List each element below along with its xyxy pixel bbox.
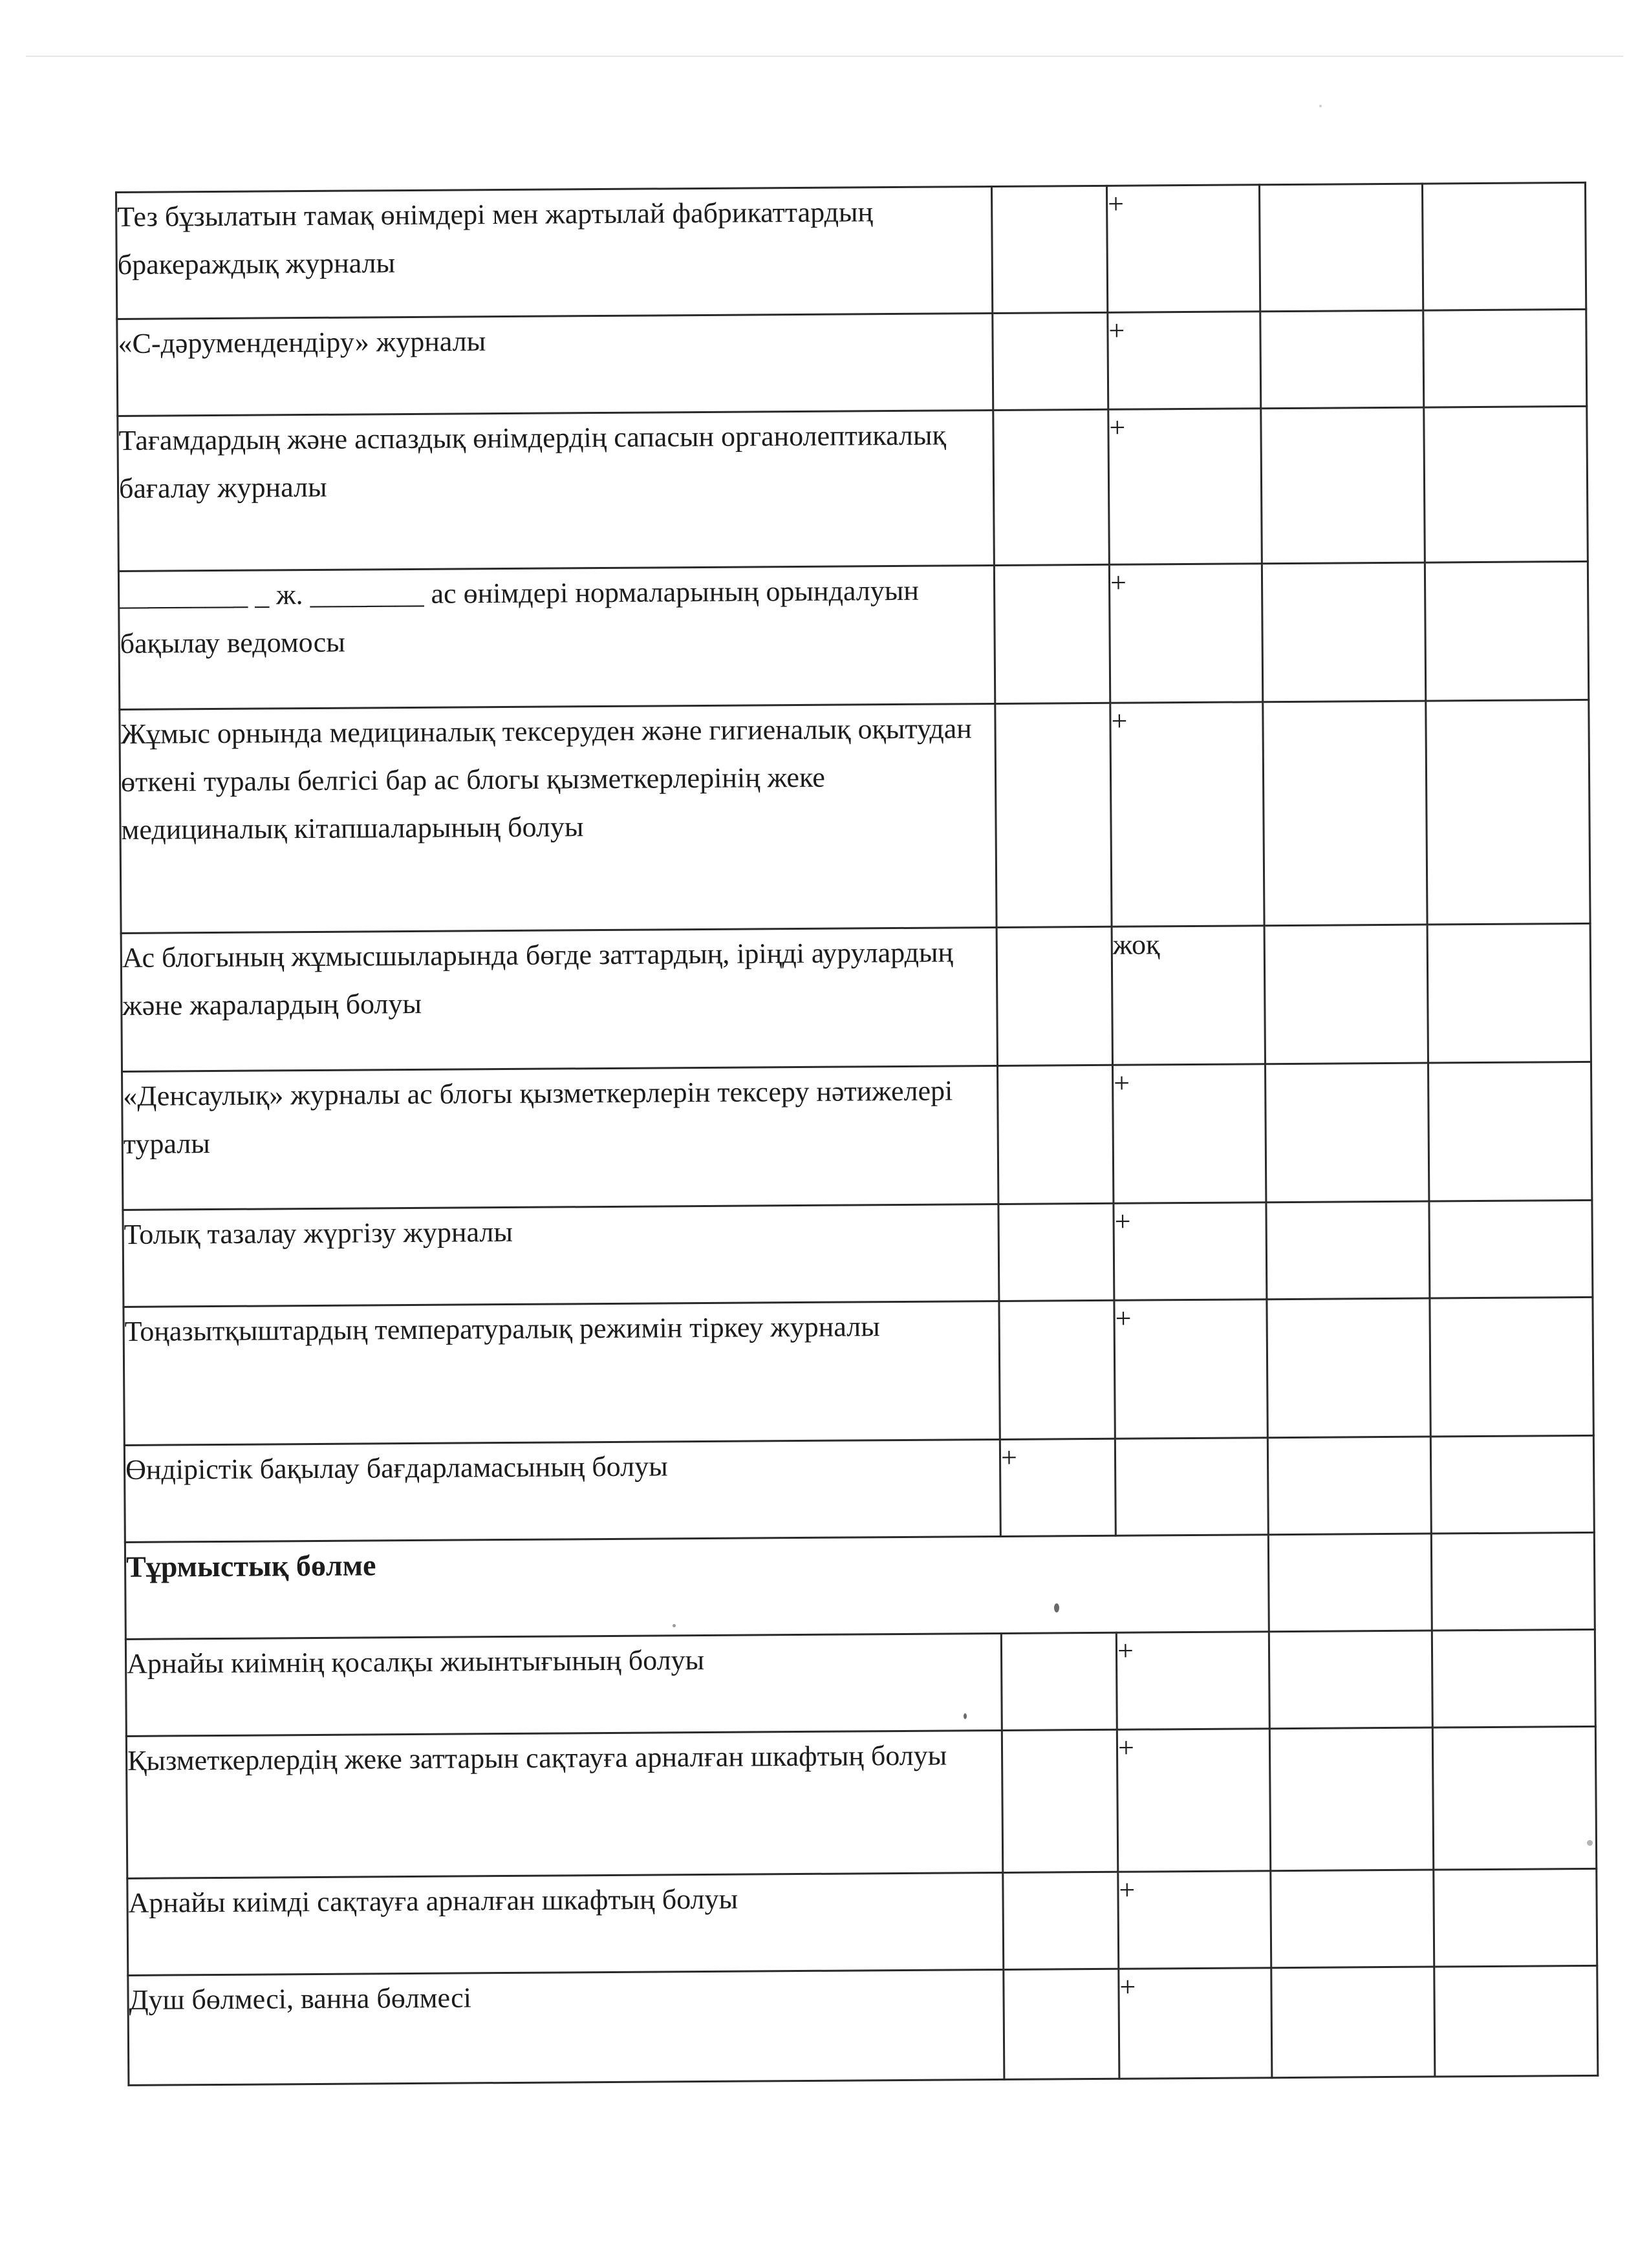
row-empty-cell [1424, 406, 1588, 562]
row-description: Тағамдардың және аспаздық өнімдердің сапасын органолептикалық бағалау журналы [118, 411, 995, 572]
row-mark-b: + [1114, 1300, 1267, 1439]
row-mark-a: + [1000, 1439, 1116, 1536]
section-title: Тұрмыстық бөлме [125, 1535, 1269, 1640]
row-mark-a [993, 312, 1108, 410]
row-description: Өндірістік бақылау бағдарламасының болуы [124, 1439, 1000, 1542]
inspection-table [115, 182, 1599, 2086]
row-empty-cell [1428, 1062, 1591, 1201]
table-row [122, 1062, 1592, 1210]
table-row [118, 406, 1588, 571]
row-empty-cell [1267, 1298, 1430, 1438]
row-description: «С-дәрумендендіру» журналы [117, 314, 993, 416]
row-mark-b: + [1116, 1632, 1269, 1730]
row-empty-cell [1261, 407, 1425, 564]
row-empty-cell [1267, 1437, 1431, 1535]
table-row [116, 182, 1586, 319]
row-mark-b: + [1119, 1968, 1272, 2079]
row-empty-cell [1269, 1631, 1432, 1729]
row-empty-cell [1259, 184, 1423, 312]
row-description: Тез бұзылатын тамақ өнімдері мен жартылай фабрикаттардың бракераждық журналы [116, 187, 993, 319]
row-empty-cell [1423, 309, 1587, 407]
row-empty-cell [1425, 561, 1588, 701]
row-mark-b: + [1109, 564, 1262, 703]
table-row [121, 923, 1591, 1071]
row-description: Қызметкерлердің жеке заттарын сақтауға арналған шкафтың болуы [126, 1730, 1002, 1878]
row-description: _________ _ ж. ________ ас өнімдері нормаларының орындалуын бақылау ведомосы [118, 565, 995, 709]
row-empty-cell [1427, 923, 1591, 1063]
row-empty-cell [1264, 925, 1428, 1064]
row-empty-cell [1262, 562, 1425, 702]
row-empty-cell [1429, 1200, 1593, 1298]
row-mark-a [1002, 1729, 1117, 1872]
inspection-table-wrapper [115, 182, 1597, 2086]
row-mark-a [994, 564, 1110, 703]
table-row [124, 1435, 1594, 1542]
row-description: Арнайы киімді сақтауға арналған шкафтың болуы [127, 1872, 1004, 1975]
table-row [117, 309, 1587, 416]
row-description: Жұмыс орнында медициналық тексеруден және гигиеналық оқытудан өткені туралы белгісі бар ас блогы қызметкерлерінің жеке медициналық кітапшаларының болуы [120, 703, 997, 933]
scan-speck [1587, 1840, 1593, 1846]
row-mark-b: + [1108, 409, 1262, 565]
row-mark-a [995, 703, 1112, 927]
row-empty-cell [1430, 1435, 1594, 1534]
row-empty-cell [1426, 700, 1590, 925]
row-empty-cell [1431, 1532, 1595, 1631]
row-description: «Денсаулық» журналы ас блогы қызметкерлерін тексеру нәтижелері туралы [122, 1065, 998, 1210]
row-empty-cell [1268, 1534, 1432, 1632]
scan-speck [1054, 1603, 1059, 1612]
row-mark-a [1004, 1969, 1119, 2079]
row-empty-cell [1266, 1201, 1430, 1300]
row-mark-a [993, 409, 1110, 565]
table-row [120, 700, 1590, 933]
table-row [118, 561, 1588, 709]
row-empty-cell [1263, 701, 1427, 926]
row-empty-cell [1271, 1967, 1435, 2078]
row-mark-b: + [1118, 1871, 1271, 1969]
table-row [123, 1200, 1593, 1307]
table-row [128, 1965, 1598, 2085]
row-mark-b: + [1110, 702, 1264, 927]
scan-edge-line [26, 56, 1623, 57]
row-description: Толық тазалау жүргізу журналы [123, 1204, 999, 1307]
row-empty-cell [1432, 1629, 1595, 1728]
row-mark-a [999, 1300, 1115, 1439]
scan-speck [673, 1624, 676, 1627]
row-mark-b: + [1106, 185, 1260, 313]
row-mark-a [997, 926, 1112, 1065]
row-description: Душ бөлмесі, ванна бөлмесі [128, 1969, 1004, 2085]
row-mark-b: + [1108, 312, 1261, 410]
table-row [124, 1297, 1593, 1445]
row-mark-a [997, 1065, 1113, 1204]
scan-speck [964, 1713, 967, 1719]
row-mark-b: + [1114, 1203, 1267, 1301]
row-empty-cell [1265, 1063, 1428, 1203]
row-mark-b [1115, 1438, 1268, 1536]
row-description: Ас блогының жұмысшыларында бөгде заттардың, ірiңдi аурулардың және жаралардың болуы [121, 927, 997, 1071]
section-header-row [125, 1532, 1595, 1639]
row-empty-cell [1422, 182, 1586, 310]
row-description: Арнайы киімнің қосалқы жиынтығының болуы [125, 1633, 1002, 1736]
row-empty-cell [1434, 1868, 1597, 1967]
row-mark-b: + [1117, 1729, 1270, 1872]
row-empty-cell [1430, 1297, 1593, 1437]
row-mark-b: + [1112, 1064, 1266, 1204]
row-mark-b: жоқ [1112, 926, 1265, 1065]
row-mark-a [998, 1203, 1114, 1301]
scan-speck [1319, 105, 1322, 107]
row-empty-cell [1269, 1728, 1433, 1871]
table-row [125, 1629, 1595, 1736]
row-empty-cell [1434, 1965, 1598, 2077]
row-mark-a [1003, 1872, 1119, 1969]
row-description: Тоңазытқыштардың температуралық режимін тіркеу журналы [124, 1301, 1000, 1445]
table-row [126, 1726, 1596, 1878]
row-empty-cell [1271, 1870, 1434, 1968]
row-empty-cell [1260, 310, 1424, 409]
row-mark-a [991, 186, 1107, 313]
table-row [127, 1868, 1597, 1975]
row-mark-a [1001, 1632, 1117, 1730]
row-empty-cell [1432, 1726, 1596, 1870]
